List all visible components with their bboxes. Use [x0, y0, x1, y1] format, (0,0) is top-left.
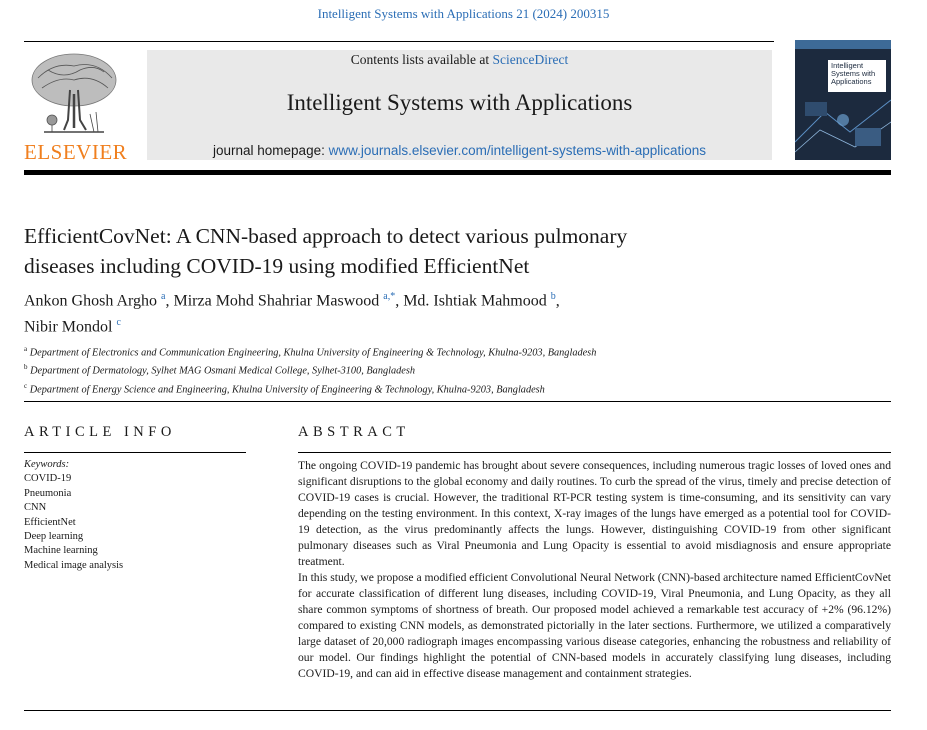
affiliation-list	[24, 342, 784, 397]
author-name[interactable]: Nibir Mondol	[24, 318, 113, 336]
contents-line	[147, 52, 772, 68]
contents-prefix: Contents lists available at	[350, 52, 493, 67]
journal-citation[interactable]	[0, 6, 927, 22]
homepage-line	[147, 143, 772, 158]
keyword-item: Pneumonia	[24, 487, 72, 499]
publisher-logo[interactable]	[24, 50, 128, 164]
affiliation-text: Department of Dermatology, Sylhet MAG Osmani Medical College, Sylhet-3100, Bangladesh	[30, 365, 415, 377]
affiliation-item	[24, 360, 784, 378]
article-title	[24, 221, 784, 281]
author-name[interactable]: Md. Ishtiak Mahmood	[403, 292, 547, 310]
author-name[interactable]: Ankon Ghosh Argho	[24, 292, 158, 310]
cover-title: Intelligent Systems with Applications	[831, 61, 876, 86]
author-affiliation-link[interactable]: b	[550, 291, 556, 302]
article-title-line-2: diseases including COVID-19 using modified EfficientNet	[24, 254, 530, 278]
keyword-item: CNN	[24, 502, 47, 514]
journal-homepage-link[interactable]: www.journals.elsevier.com/intelligent-systems-with-applications	[328, 143, 706, 158]
author-affiliation-link[interactable]: c	[116, 317, 121, 329]
masthead-divider	[24, 170, 891, 175]
keywords-list	[24, 458, 244, 573]
author-name[interactable]: Mirza Mohd Shahriar Maswood	[173, 292, 380, 310]
author-affiliation-link[interactable]: a	[161, 291, 166, 302]
affiliation-marker: c	[24, 381, 28, 390]
keyword-item: Deep learning	[24, 531, 84, 543]
keyword-item: EfficientNet	[24, 516, 76, 528]
elsevier-tree-icon	[24, 50, 124, 142]
homepage-prefix: journal homepage:	[213, 143, 329, 158]
affiliation-marker: a	[24, 345, 28, 353]
keyword-item: Medical image analysis	[24, 559, 124, 571]
abstract-body	[298, 458, 891, 682]
cover-stripe	[795, 40, 891, 49]
publisher-name: ELSEVIER	[24, 140, 128, 164]
journal-cover-thumbnail[interactable]	[795, 40, 891, 160]
abstract-paragraph: In this study, we propose a modified efficient Convolutional Neural Network (CNN)-based architecture named EfficientCovNet for accurate classification of different lung diseases, including COVID-19, Viral Pneumonia, and Lung Opacity, as they all share common symptoms of shortness of breath. Our proposed model achieved a remarkable test accuracy of +2% (96.12%) compared to existing CNN models, as demonstrated pictorially in the later sections. Furthermore, we utilized a comparatively large dataset of 20,000 radiograph images encompassing various disease categories, enhancing the robustness and reliability of our model. Our findings highlight the potential of CNN-based models in accurately classifying lung diseases, including COVID-19, and can aid in effective disease management and containment strategies.	[298, 571, 891, 680]
affiliation-item	[24, 379, 784, 397]
abstract-rule	[298, 452, 891, 453]
affiliation-text: Department of Energy Science and Engineering, Khulna University of Engineering & Technology, Khulna-9203, Bangladesh	[29, 384, 545, 396]
cover-artwork	[795, 92, 891, 160]
article-title-line-1: EfficientCovNet: A CNN-based approach to detect various pulmonary	[24, 224, 628, 248]
affiliation-item	[24, 342, 784, 360]
author-list	[24, 286, 784, 339]
journal-masthead	[147, 50, 772, 160]
keyword-item: Machine learning	[24, 545, 98, 557]
sciencedirect-link[interactable]: ScienceDirect	[492, 52, 569, 67]
article-info-heading: ARTICLE INFO	[24, 424, 176, 440]
keyword-item: COVID-19	[24, 473, 72, 485]
article-info-rule	[24, 452, 246, 453]
keywords-label: Keywords:	[24, 459, 70, 470]
journal-title: Intelligent Systems with Applications	[286, 90, 633, 115]
abstract-bottom-rule	[24, 710, 891, 711]
author-affiliation-link[interactable]: a,*	[383, 291, 396, 302]
journal-citation-link[interactable]: Intelligent Systems with Applications 21 (2024) 200315	[317, 6, 610, 21]
affiliation-text: Department of Electronics and Communication Engineering, Khulna University of Engineering & Technology, Khulna-9203, Bangladesh	[29, 347, 597, 359]
author-separator: ,	[555, 292, 560, 310]
affiliation-marker: b	[24, 363, 28, 372]
header-divider	[24, 41, 774, 42]
author-separator: ,	[395, 292, 404, 310]
abstract-paragraph: The ongoing COVID-19 pandemic has brought about severe consequences, including numerous tragic losses of loved ones and significant disruptions to the global economy and daily routines. To curb the spread of the virus, timely and precise detection of COVID-19 cases is crucial. However, the traditional RT-PCR testing system is time-consuming, and its sensitivity can vary depending on the testing environment. In this context, X-ray images of the lungs have emerged as a potential tool for COVID-19 detection, as the virus predominantly affects the lungs. However, distinguishing COVID-19 from other significant pulmonary diseases such as Viral Pneumonia and Lung Opacity is essential to avoid misdiagnosis and ensure appropriate treatment.	[298, 459, 891, 568]
abstract-heading: ABSTRACT	[298, 424, 410, 440]
author-separator: ,	[165, 292, 174, 310]
front-matter-divider	[24, 401, 891, 402]
